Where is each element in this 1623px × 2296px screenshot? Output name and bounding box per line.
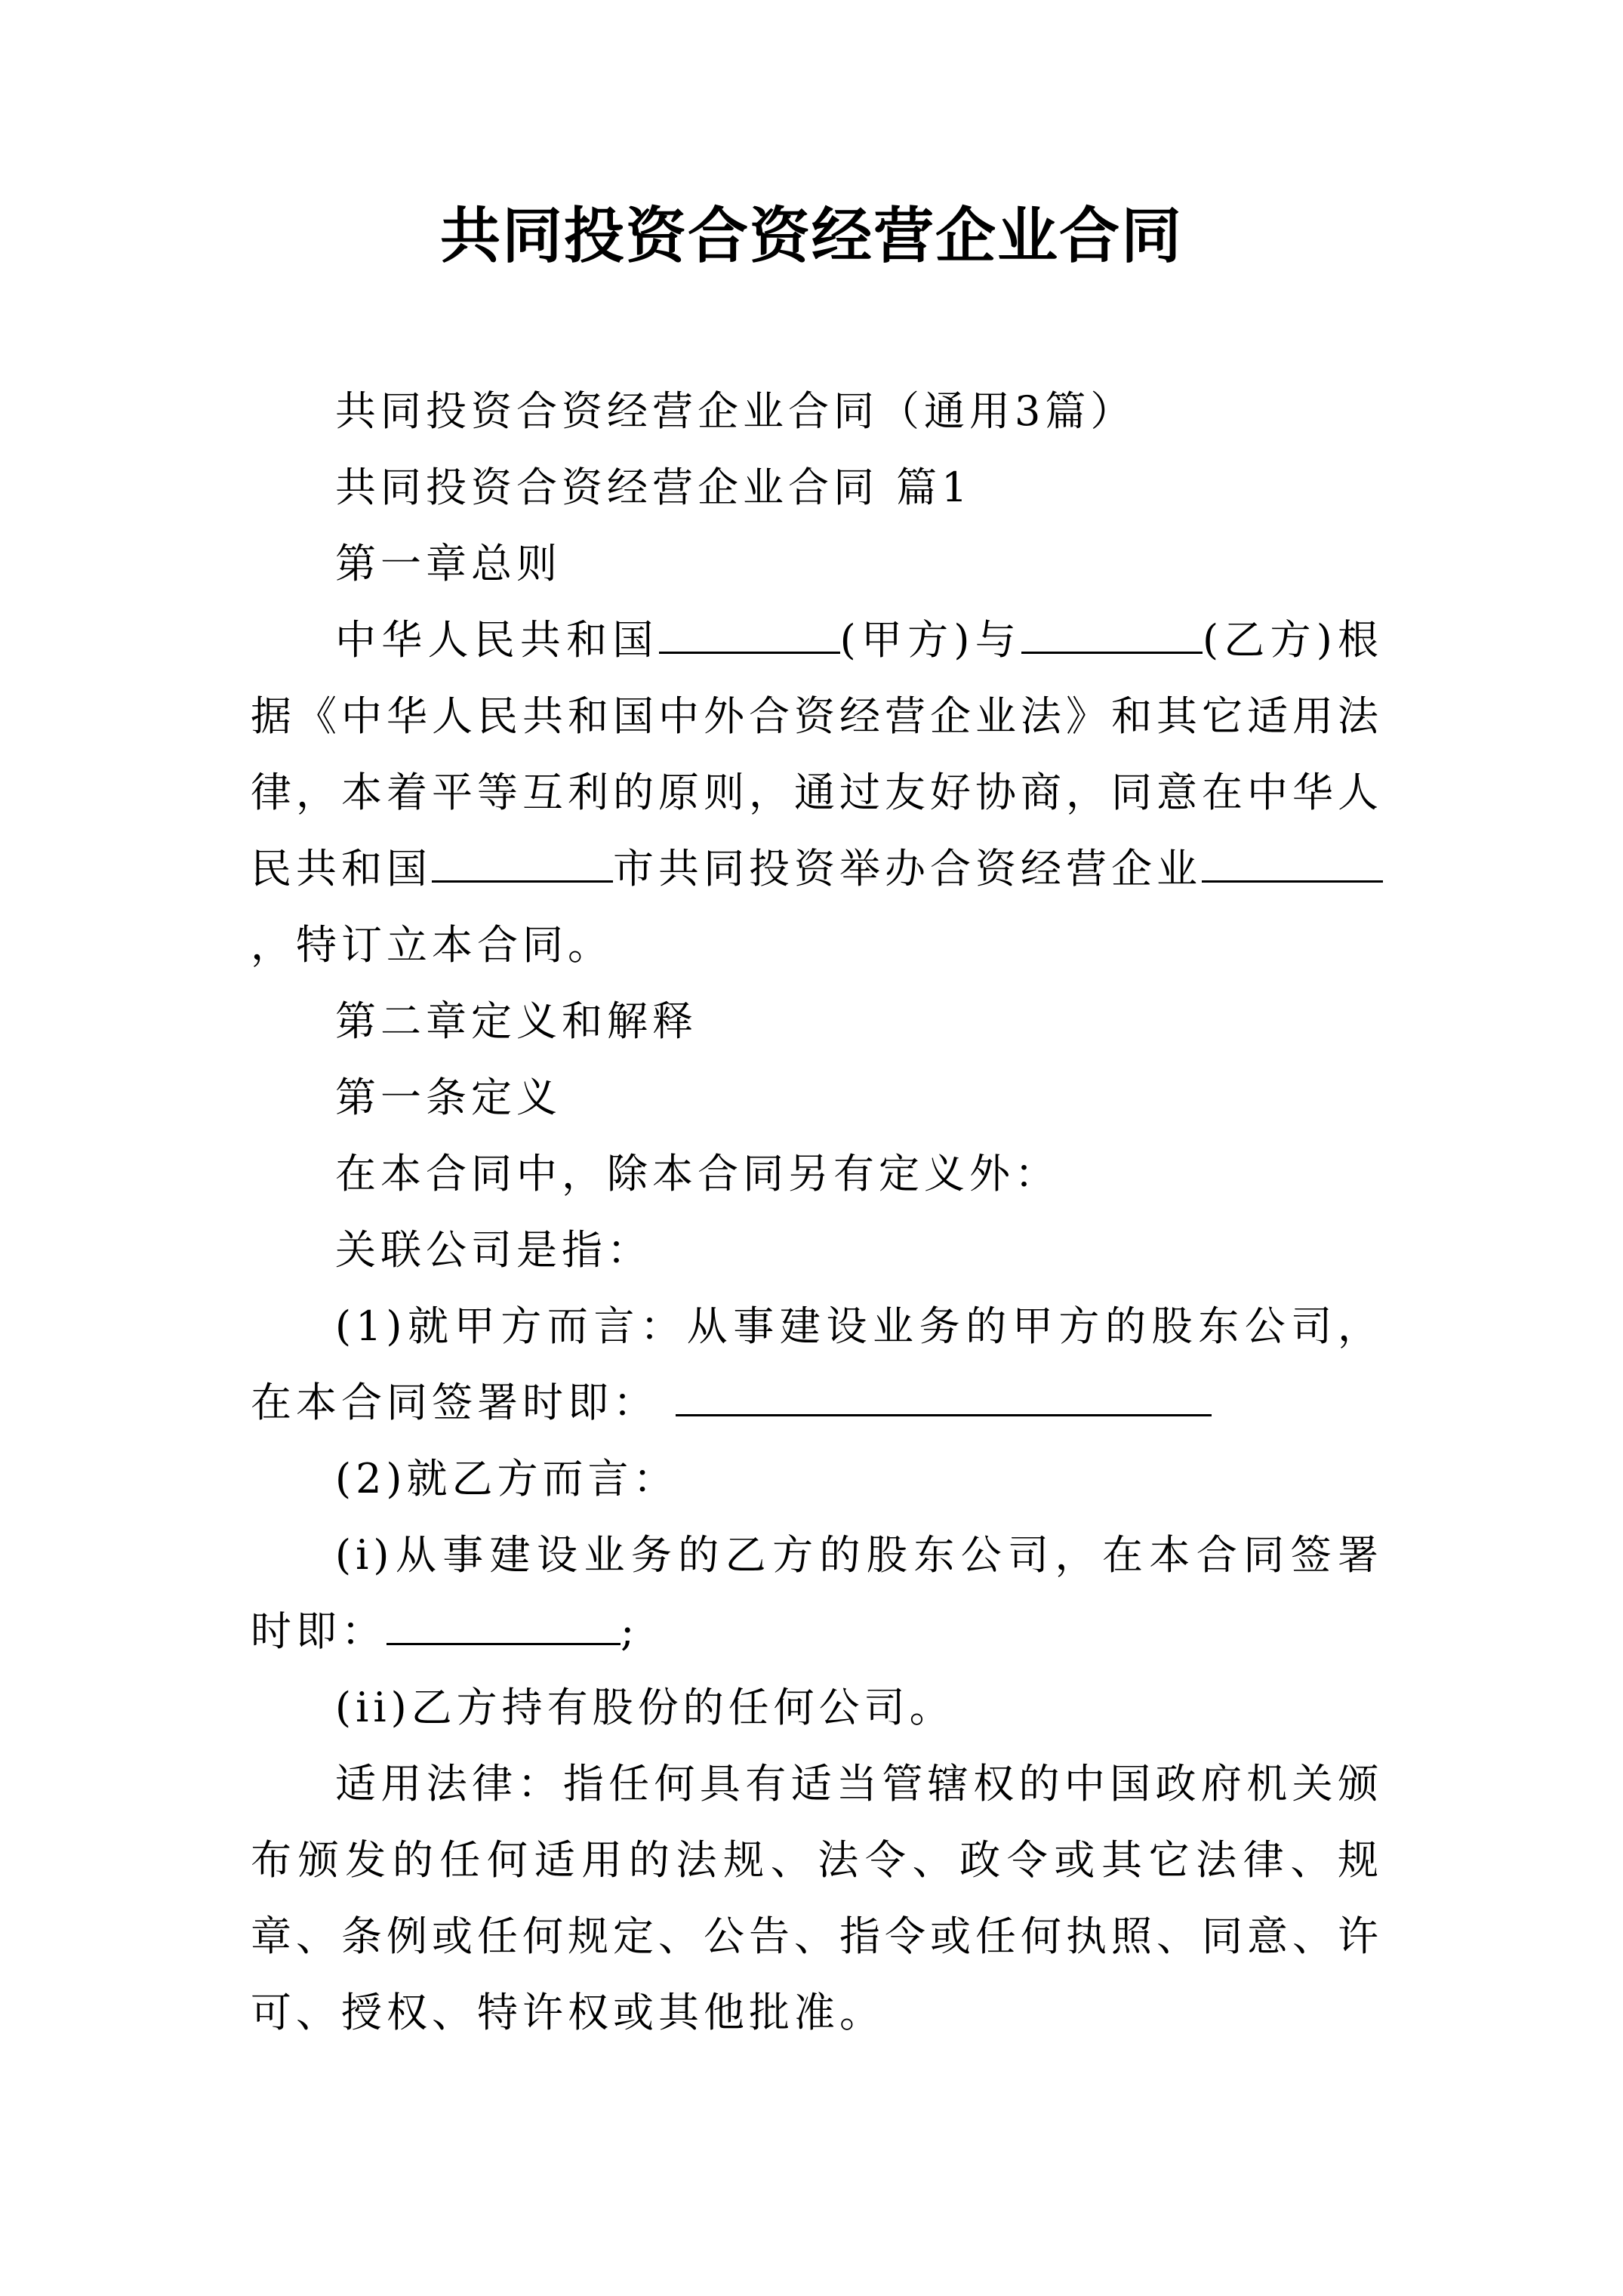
definition-paragraph: 适用法律：指任何具有适当管辖权的中国政府机关颁布颁发的任何适用的法规、法令、政令或其它法律、规章、条例或任何规定、公告、指令或任何执照、同意、许可、授权、特许权或其他批准。 [251,1760,1383,2036]
text-segment: (乙方)根据《中华人民共和国中外合资经营企业法》和其它适用法律，本着平等互利的原则，通过友好协商，同意在中华人民共和国 [251,616,1384,892]
clause-paragraph [251,1517,1383,1669]
text-segment: 中华人民共和国 [335,616,659,664]
text-segment: ; [621,1607,639,1655]
text-segment: ，特订立本合同。 [251,921,613,969]
document-title: 共同投资合资经营企业合同 [440,200,1183,271]
blank-line [432,841,613,883]
preamble-paragraph [251,602,1383,983]
blank-line [387,1604,621,1645]
blank-line [1021,612,1203,654]
definition-term: 关联公司是指： [335,1226,652,1274]
subtitle-line: 共同投资合资经营企业合同（通用3篇） [335,387,1136,435]
clause-paragraph: (2)就乙方而言： [335,1455,679,1502]
document-body [251,373,1383,2051]
clause-paragraph: (ii)乙方持有股份的任何公司。 [335,1684,955,1731]
blank-line [659,612,840,654]
definition-intro: 在本合同中，除本合同另有定义外： [335,1150,1060,1197]
text-segment: (1)就甲方而言：从事建设业务的甲方的股东公司，在本合同签署时即： [251,1302,1383,1426]
blank-line [1202,841,1383,883]
text-segment: 市共同投资举办合资经营企业 [613,845,1202,892]
text-segment: (i)从事建设业务的乙方的股东公司，在本合同签署时即： [251,1531,1383,1655]
blank-line [676,1375,1212,1416]
text-segment: (甲方)与 [839,616,1021,664]
chapter-heading: 第二章定义和解释 [335,997,698,1045]
article-heading: 第一条定义 [335,1074,562,1121]
part-heading: 共同投资合资经营企业合同 篇1 [335,464,972,511]
clause-paragraph [251,1288,1383,1441]
chapter-heading: 第一章总则 [335,540,562,587]
